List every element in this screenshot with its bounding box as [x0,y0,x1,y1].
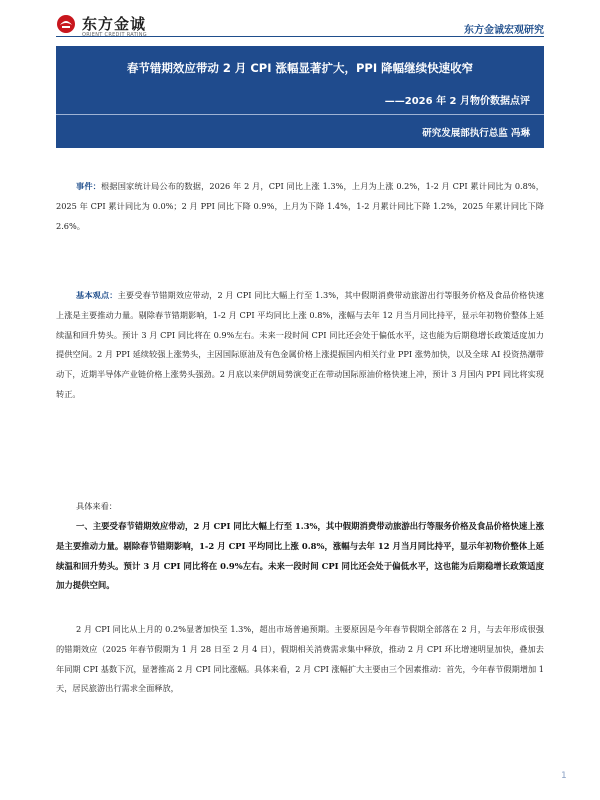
logo-emblem-icon [56,14,76,34]
events-text: 根据国家统计局公布的数据，2026 年 2 月，CPI 同比上涨 1.3%，上月为上涨 0.2%，1-2 月 CPI 累计同比为 0.8%，2025 年 CPI 累计同比为 0.0%；2 月 PPI 同比下降 0.9%，上月为下降 1.4%，1-2 月累计同比下降 1.2%，2025 年累计同比下降 2.6%。 [56,181,544,231]
page-number: 1 [561,771,567,781]
report-author: 研究发展部执行总监 冯琳 [422,128,530,139]
view-lead: 基本观点： [76,290,118,300]
report-title: 春节错期效应带动 2 月 CPI 涨幅显著扩大，PPI 降幅继续快速收窄 [126,61,474,75]
logo-subtext: ORIENT CREDIT RATING [82,32,147,38]
brand-label: 东方金诚宏观研究 [464,25,544,36]
section-1-body: 2 月 CPI 同比从上月的 0.2%显著加快至 1.3%，超出市场普遍预期。主要原因是今年春节假期全部落在 2 月，与去年形成很强的错期效应（2025 年春节假期为 1 月 28 日至 2 月 4 日），假期相关消费需求集中释放，推动 2 月 CPI 环比增速明显加快，叠加去年同期 CPI 基数下沉，显著推高 2 月 CPI 同比涨幅。具体来看，2 月 CPI 涨幅扩大主要由三个因素推动：首先，今年春节假期增加 1 天，居民旅游出行需求全面释放， [56,624,544,694]
report-subtitle: ——2026 年 2 月物价数据点评 [384,96,530,107]
section-1-heading: 一、主要受春节错期效应带动，2 月 CPI 同比大幅上行至 1.3%，其中假期消费带动旅游出行等服务价格及食品价格快速上涨是主要推动力量。剔除春节错期影响，1-2 月 CPI 平均同比上涨 0.8%，涨幅与去年 12 月当月同比持平，显示年初物价整体上延续温和回升势头。预计 3 月 CPI 同比将在 0.9%左右。未来一段时间 CPI 同比还会处于偏低水平，这也能为后期稳增长政策适度加力提供空间。 [56,521,544,591]
title-banner [56,46,544,148]
events-paragraph [56,177,544,236]
intro-text: 具体来看： [76,501,117,511]
logo-name: 东方金诚 [82,15,147,33]
view-text: 主要受春节错期效应带动，2 月 CPI 同比大幅上行至 1.3%，其中假期消费带动旅游出行等服务价格及食品价格快速上涨是主要推动力量。剔除春节错期影响，1-2 月 CPI 平均同比上涨 0.8%，涨幅与去年 12 月当月同比持平，显示年初物价整体上延续温和回升势头。预计 3 月 CPI 同比将在 0.9%左右。未来一段时间 CPI 同比还会处于偏低水平，这也能为后期稳增长政策适度加力提供空间。2 月 PPI 延续较强上涨势头，主因国际原油及有色金属价格上涨提振国内相关行业 PPI 涨势加快，以及全球 AI 投资热潮带动下，近期半导体产业链价格上涨势头强劲。2 月底以来伊朗局势演变正在带动国际原油价格快速上冲，预计 3 月国内 PPI 同比将实现转正。 [56,290,544,399]
events-lead: 事件： [76,181,102,191]
page-header [0,0,600,42]
banner-divider [56,114,544,115]
view-paragraph [56,286,544,405]
header-divider [56,36,544,37]
